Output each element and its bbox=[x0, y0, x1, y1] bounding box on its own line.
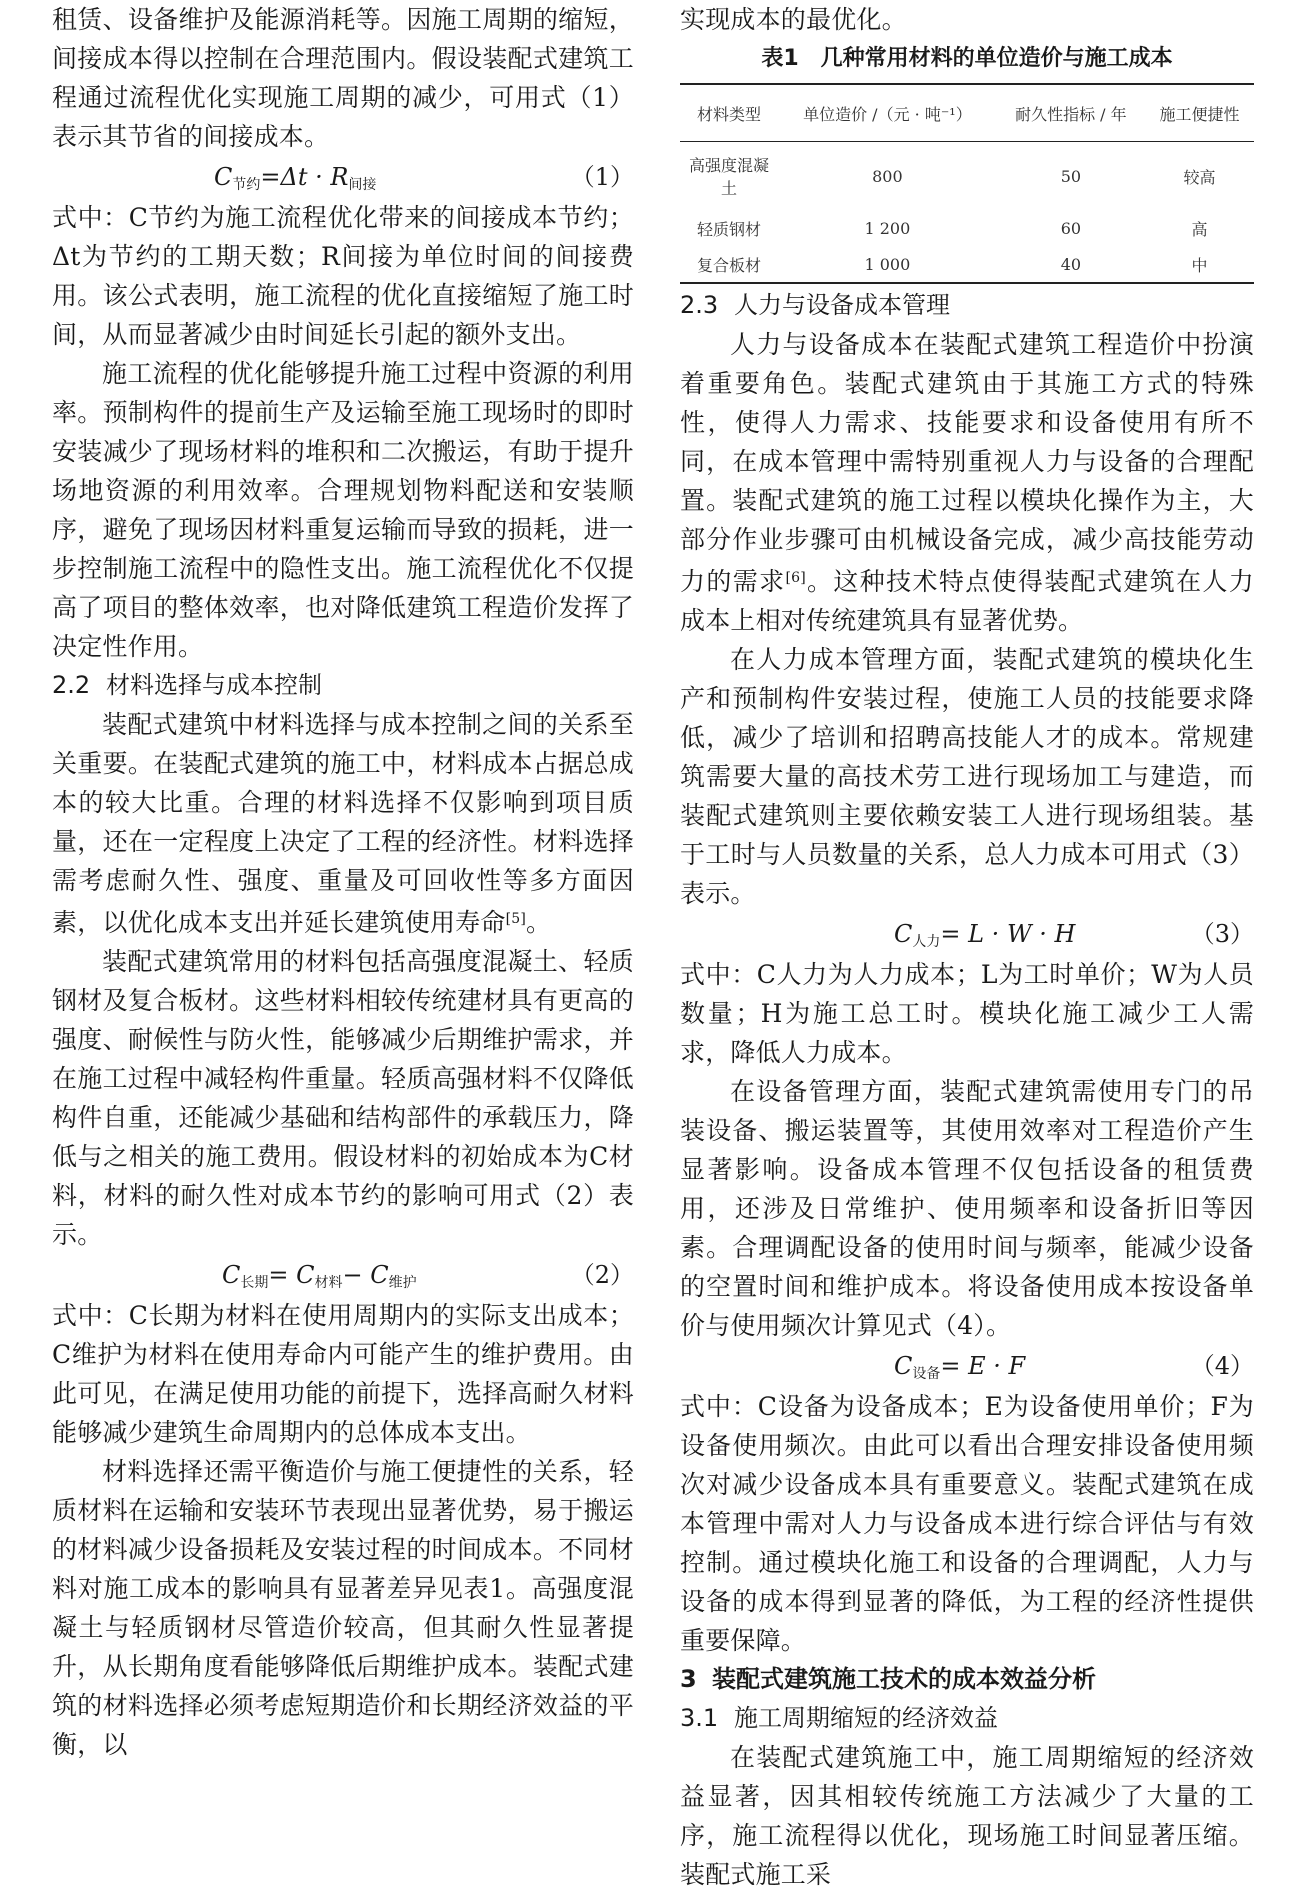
right-column bbox=[680, 0, 1254, 1894]
table-row bbox=[680, 142, 1254, 211]
table-cell: 60 bbox=[1060, 218, 1082, 238]
equation-expression: $C_{人力}= L \cdot W \cdot H$ bbox=[894, 920, 1076, 950]
section-heading-2-3: 2.3 人力与设备成本管理 bbox=[680, 291, 950, 319]
equation-expression: $C_{长期}= C_{材料}- C_{维护}$ bbox=[222, 1261, 417, 1291]
table-cell: 较高 bbox=[1183, 167, 1216, 187]
equation-expression: $C_{设备}= E \cdot F$ bbox=[894, 1352, 1026, 1382]
table-header-row bbox=[680, 84, 1254, 142]
citation-ref: [6] bbox=[785, 570, 806, 586]
paragraph: 租赁、设备维护及能源消耗等。因施工周期的缩短，间接成本得以控制在合理范围内。假设装配式建筑工程通过流程优化实现施工周期的减少，可用式（1）表示其节省的间接成本。 bbox=[52, 5, 634, 151]
table-cell: 800 bbox=[872, 166, 903, 186]
table-cell: 1 000 bbox=[778, 246, 997, 283]
equation-expression: $C_{节约}=\Delta t \cdot R_{间接}$ bbox=[214, 163, 377, 193]
table-cell: 轻质钢材 bbox=[696, 219, 761, 239]
table-cell: 复合板材 bbox=[680, 246, 778, 283]
citation-ref: [5] bbox=[505, 911, 527, 927]
table-row bbox=[680, 246, 1254, 283]
section-heading-3: 3 装配式建筑施工技术的成本效益分析 bbox=[680, 1665, 1096, 1693]
equation-number: （1） bbox=[570, 163, 634, 191]
section-heading-3-1: 3.1 施工周期缩短的经济效益 bbox=[680, 1704, 998, 1732]
table-cell: 1 200 bbox=[864, 218, 911, 238]
paragraph: 在设备管理方面，装配式建筑需使用专门的吊装设备、搬运装置等，其使用效率对工程造价产生显著影响。设备成本管理不仅包括设备的租赁费用，还涉及日常维护、使用频率和设备折旧等因素。合理调配设备的使用时间与频率，能减少设备的空置时间和维护成本。将设备使用成本按设备单价与使用频次计算见式（4）。 bbox=[680, 1077, 1254, 1340]
table-cell: 中 bbox=[1145, 246, 1254, 283]
equation-number: （2） bbox=[570, 1261, 634, 1289]
paragraph: 在人力成本管理方面，装配式建筑的模块化生产和预制构件安装过程，使施工人员的技能要求降低，减少了培训和招聘高技能人才的成本。常规建筑需要大量的高技术劳工进行现场加工与建造，而装配式建筑则主要依赖安装工人进行现场组装。基于工时与人员数量的关系，总人力成本可用式（3）表示。 bbox=[680, 645, 1254, 908]
paragraph: 式中：C设备为设备成本；E为设备使用单价；F为设备使用频次。由此可以看出合理安排设备使用频次对减少设备成本具有重要意义。装配式建筑在成本管理中需对人力与设备成本进行综合评估与有效控制。通过模块化施工和设备的合理调配，人力与设备的成本得到显著的降低，为工程的经济性提供重要保障。 bbox=[680, 1392, 1254, 1655]
paragraph: 施工流程的优化能够提升施工过程中资源的利用率。预制构件的提前生产及运输至施工现场时的即时安装减少了现场材料的堆积和二次搬运，有助于提升场地资源的利用效率。合理规划物料配送和安装顺序，避免了现场因材料重复运输而导致的损耗，进一步控制施工流程中的隐性支出。施工流程优化不仅提高了项目的整体效率，也对降低建筑工程造价发挥了决定性作用。 bbox=[52, 359, 634, 661]
paragraph: 在装配式建筑施工中，施工周期缩短的经济效益显著，因其相较传统施工方法减少了大量的工序，施工流程得以优化，现场施工时间显著压缩。装配式施工采 bbox=[680, 1743, 1254, 1889]
paragraph: 人力与设备成本在装配式建筑工程造价中扮演着重要角色。装配式建筑由于其施工方式的特殊性，使得人力需求、技能要求和设备使用有所不同，在成本管理中需特别重视人力与设备的合理配置。装配式建筑的施工过程以模块化操作为主，大部分作业步骤可由机械设备完成，减少高技能劳动力的需求[6]。这种技术特点使得装配式建筑在人力成本上相对传统建筑具有显著优势。 bbox=[680, 330, 1254, 635]
equation-number: （3） bbox=[1190, 920, 1254, 948]
paragraph: 实现成本的最优化。 bbox=[680, 5, 907, 34]
section-heading-2-2: 2.2 材料选择与成本控制 bbox=[52, 671, 322, 699]
table-cell: 40 bbox=[997, 246, 1145, 283]
left-column bbox=[52, 0, 634, 1764]
equation-number: （4） bbox=[1190, 1352, 1254, 1380]
table-cell: 高强度混凝土 bbox=[688, 156, 769, 198]
paragraph: 式中：C节约为施工流程优化带来的间接成本节约；Δt为节约的工期天数；R间接为单位时间的间接费用。该公式表明，施工流程的优化直接缩短了施工时间，从而显著减少由时间延长引起的额外支出。 bbox=[52, 203, 634, 349]
equation-1 bbox=[52, 156, 634, 198]
equation-2 bbox=[52, 1254, 634, 1296]
paragraph: 装配式建筑常用的材料包括高强度混凝土、轻质钢材及复合板材。这些材料相较传统建材具有更高的强度、耐候性与防火性，能够减少后期维护需求，并在施工过程中减轻构件重量。轻质高强材料不仅降低构件自重，还能减少基础和结构部件的承载压力，降低与之相关的施工费用。假设材料的初始成本为C材料，材料的耐久性对成本节约的影响可用式（2）表示。 bbox=[52, 947, 634, 1249]
column-header: 材料类型 bbox=[680, 84, 778, 142]
column-header: 耐久性指标 / 年 bbox=[997, 84, 1145, 142]
column-header: 施工便捷性 bbox=[1145, 84, 1254, 142]
paragraph: 材料选择还需平衡造价与施工便捷性的关系，轻质材料在运输和安装环节表现出显著优势，易于搬运的材料减少设备损耗及安装过程的时间成本。不同材料对施工成本的影响具有显著差异见表1。高强度混凝土与轻质钢材尽管造价较高，但其耐久性显著提升，从长期角度看能够降低后期维护成本。装配式建筑的材料选择必须考虑短期造价和长期经济效益的平衡，以 bbox=[52, 1457, 634, 1759]
paragraph: 装配式建筑中材料选择与成本控制之间的关系至关重要。在装配式建筑的施工中，材料成本占据总成本的较大比重。合理的材料选择不仅影响到项目质量，还在一定程度上决定了工程的经济性。材料选择需考虑耐久性、强度、重量及可回收性等多方面因素，以优化成本支出并延长建筑使用寿命[5]。 bbox=[52, 710, 634, 937]
table-cell: 高 bbox=[1191, 219, 1208, 239]
table-row bbox=[680, 210, 1254, 246]
equation-4 bbox=[680, 1345, 1254, 1387]
materials-cost-table bbox=[680, 83, 1254, 284]
paragraph: 式中：C人力为人力成本；L为工时单价；W为人员数量；H为施工总工时。模块化施工减少工人需求，降低人力成本。 bbox=[680, 960, 1254, 1067]
paragraph: 式中：C长期为材料在使用周期内的实际支出成本；C维护为材料在使用寿命内可能产生的维护费用。由此可见，在满足使用功能的前提下，选择高耐久材料能够减少建筑生命周期内的总体成本支出。 bbox=[52, 1301, 634, 1447]
column-header: 单位造价 /（元 · 吨⁻¹） bbox=[778, 84, 997, 142]
table-cell: 50 bbox=[1060, 166, 1082, 186]
table-caption: 表1 几种常用材料的单位造价与施工成本 bbox=[761, 46, 1173, 71]
equation-3 bbox=[680, 913, 1254, 955]
